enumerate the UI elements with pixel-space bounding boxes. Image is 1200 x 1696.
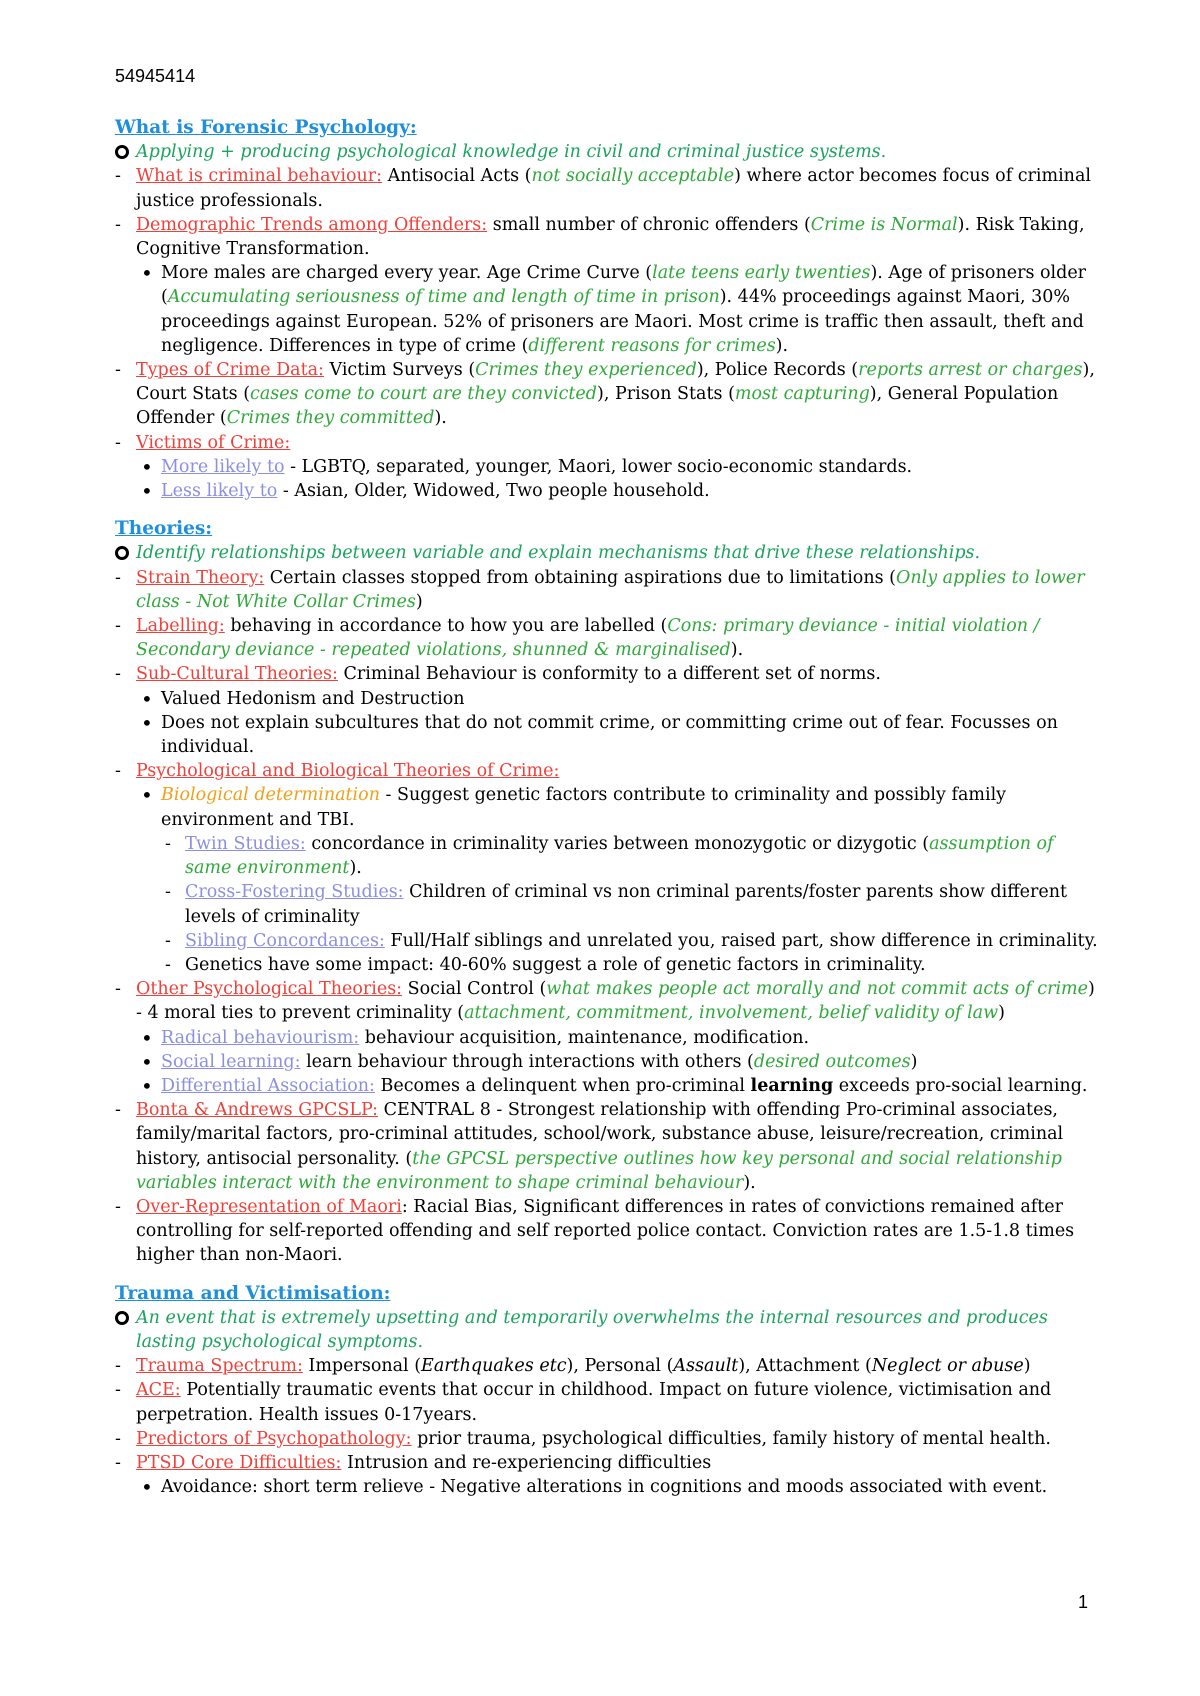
dash-bullet-icon: - — [115, 567, 121, 588]
section — [115, 517, 1100, 1267]
section-heading: Theories: — [115, 518, 213, 540]
body-text: Becomes a delinquent when pro-criminal — [374, 1075, 751, 1096]
subtopic-label: Cross-Fostering Studies: — [185, 882, 404, 903]
topic-label: What is criminal behaviour: — [136, 166, 383, 187]
body-text: learn behaviour through interactions with others ( — [300, 1051, 754, 1072]
list-item — [115, 687, 1100, 711]
topic-label: Other Psychological Theories: — [136, 979, 403, 1000]
body-text: Children of criminal vs non criminal parents/foster parents show different levels of criminality — [185, 882, 1068, 927]
note-text: not socially acceptable — [531, 166, 735, 187]
list-item — [115, 977, 1100, 1025]
dash-bullet-icon: - — [115, 616, 121, 637]
note-text: assumption of same environment — [185, 833, 1054, 879]
dash-bullet-icon: - — [115, 1100, 121, 1121]
definition-text: Identify relationships between variable and explain mechanisms that drive these relationships. — [136, 543, 981, 564]
subtopic-label: Sibling Concordances: — [185, 930, 385, 951]
body-text: Does not explain subcultures that do not commit crime, or committing crime out of fear. Focusses on individual. — [161, 712, 1058, 758]
list-item — [115, 1451, 1100, 1475]
body-text: ) — [415, 591, 423, 612]
body-text: ). — [743, 1172, 756, 1193]
list-item — [115, 1026, 1100, 1050]
note-text: Cons: primary deviance - initial violation / Secondary deviance - repeated violations, shunned & marginalised — [136, 616, 1040, 661]
list-item — [115, 164, 1100, 212]
note-text: Crimes they committed — [226, 408, 435, 429]
body-text: ), Police Records ( — [696, 360, 859, 381]
note-text: Crime is Normal — [810, 214, 958, 235]
dash-bullet-icon: - — [115, 1452, 121, 1473]
definition-text: An event that is extremely upsetting and temporarily overwhelms the internal resources and produces lasting psychological symptoms. — [136, 1307, 1048, 1352]
bullet-icon: • — [141, 479, 153, 504]
note-text: Crimes they experienced — [475, 360, 697, 381]
body-text: Neglect or abuse — [871, 1356, 1024, 1377]
note-text: the GPCSL perspective outlines how key personal and social relationship variables interact with the environment to shape criminal behaviour — [136, 1148, 1062, 1193]
topic-label: PTSD Core Difficulties: — [136, 1452, 342, 1473]
body-text: concordance in criminality varies between monozygotic or dizygotic ( — [305, 833, 930, 854]
body-text: Victim Surveys ( — [323, 360, 476, 381]
note-text: what makes people act morally and not commit acts of crime — [546, 979, 1088, 1000]
list-item — [115, 1050, 1100, 1074]
dash-bullet-icon: - — [115, 214, 121, 235]
subtopic-label: Twin Studies: — [185, 833, 306, 854]
topic-label: ACE: — [136, 1380, 181, 1401]
topic-label: Psychological and Biological Theories of Crime: — [136, 761, 560, 782]
body-text: ), Court Stats ( — [136, 360, 1095, 405]
body-text: ) — [910, 1051, 918, 1072]
dash-bullet-icon: - — [115, 664, 121, 685]
subtopic-label: More likely to — [161, 456, 285, 477]
dash-bullet-icon: - — [115, 1196, 121, 1217]
dash-bullet-icon: - — [115, 761, 121, 782]
topic-label: Bonta & Andrews GPCSLP: — [136, 1100, 378, 1121]
bullet-icon: • — [141, 1049, 153, 1074]
body-text: Criminal Behaviour is conformity to a different set of norms. — [337, 664, 881, 685]
body-text: Antisocial Acts ( — [382, 166, 532, 187]
body-text: ) - 4 moral ties to prevent criminality ( — [136, 979, 1095, 1024]
page-number: 1 — [1077, 1592, 1088, 1612]
body-text: - Suggest genetic factors contribute to criminality and possibly family environment and TBI. — [161, 785, 1007, 830]
bullet-icon: • — [141, 710, 153, 735]
body-text: CENTRAL 8 - Strongest relationship with offending Pro-criminal associates, family/marital factors, pro-criminal attitudes, school/work, substance abuse, leisure/recreation, criminal history, antisocial personality. ( — [136, 1100, 1064, 1169]
subtopic-label: Differential Association: — [161, 1075, 375, 1096]
dash-bullet-icon: - — [115, 360, 121, 381]
note-text: attachment, commitment, involvement, belief validity of law — [464, 1003, 999, 1024]
list-item — [115, 1378, 1100, 1426]
circle-bullet-icon — [115, 1311, 129, 1325]
list-item — [115, 929, 1100, 953]
section-definition — [115, 541, 1100, 565]
section-definition — [115, 140, 1100, 164]
body-text: prior trauma, psychological difficulties, family history of mental health. — [411, 1428, 1051, 1449]
note-text: Accumulating seriousness of time and length of time in prison — [167, 287, 720, 308]
body-text: Full/Half siblings and unrelated you, raised part, show difference in criminality. — [384, 930, 1098, 951]
list-item — [115, 1354, 1100, 1378]
body-text: More males are charged every year. Age Crime Curve ( — [161, 263, 653, 284]
bullet-icon: • — [141, 783, 153, 808]
body-text: ). 44% proceedings against Maori, 30% proceedings against European. 52% of prisoners are Maori. Most crime is traffic then assault, theft and negligence. Differences in type of crime ( — [161, 287, 1084, 356]
list-item — [115, 431, 1100, 455]
body-text: Biological determination — [161, 785, 380, 806]
body-text: behaving in accordance to how you are labelled ( — [224, 616, 668, 637]
circle-bullet-icon — [115, 546, 129, 560]
body-text: ), Personal ( — [566, 1356, 674, 1377]
section-definition — [115, 1306, 1100, 1354]
dash-bullet-icon: - — [165, 833, 171, 854]
body-text: - LGBTQ, separated, younger, Maori, lower socio-economic standards. — [284, 456, 913, 477]
body-text: ). Risk Taking, Cognitive Transformation. — [136, 214, 1085, 260]
body-text: Social Control ( — [402, 979, 547, 1000]
list-item — [115, 880, 1100, 928]
body-text: Potentially traumatic events that occur in childhood. Impact on future violence, victimisation and perpetration. Health issues 0-17years. — [136, 1380, 1052, 1425]
body-text: Earthquakes etc — [421, 1356, 567, 1377]
body-text: ), Prison Stats ( — [597, 384, 735, 405]
body-text: Intrusion and re-experiencing difficulties — [341, 1452, 712, 1473]
topic-label: Predictors of Psychopathology: — [136, 1428, 412, 1449]
list-item — [115, 1427, 1100, 1451]
list-item — [115, 1098, 1100, 1195]
note-text: late teens early twenties — [652, 263, 871, 284]
dash-bullet-icon: - — [165, 930, 171, 951]
list-item — [115, 614, 1100, 662]
list-item — [115, 711, 1100, 759]
list-item — [115, 1195, 1100, 1268]
list-item — [115, 1074, 1100, 1098]
body-text: Valued Hedonism and Destruction — [161, 688, 465, 709]
subtopic-label: Less likely to — [161, 481, 278, 502]
notes-page — [115, 106, 1100, 1513]
section — [115, 116, 1100, 503]
body-text: ). Age of prisoners older ( — [161, 263, 1087, 308]
body-text: ) — [1023, 1356, 1031, 1377]
bullet-icon: • — [141, 1025, 153, 1050]
body-text: exceeds pro-social learning. — [833, 1075, 1088, 1096]
topic-label: Over-Representation of Maori — [136, 1196, 402, 1217]
body-text: Genetics have some impact: 40-60% suggest a role of genetic factors in criminality. — [185, 954, 926, 975]
topic-label: Trauma Spectrum: — [136, 1356, 303, 1377]
body-text: ). — [349, 858, 362, 879]
topic-label: Labelling: — [136, 616, 225, 637]
list-item — [115, 455, 1100, 479]
circle-bullet-icon — [115, 145, 129, 159]
body-text: learning — [750, 1075, 834, 1096]
list-item — [115, 566, 1100, 614]
section-heading: What is Forensic Psychology: — [115, 117, 417, 138]
dash-bullet-icon: - — [115, 979, 121, 1000]
body-text: - Asian, Older, Widowed, Two people household. — [277, 481, 710, 502]
document-id: 54945414 — [115, 66, 196, 86]
note-text: desired outcomes — [753, 1051, 911, 1072]
body-text: Assault — [673, 1356, 739, 1377]
topic-label: Victims of Crime: — [136, 432, 291, 453]
note-text: Only applies to lower class - Not White Collar Crimes — [136, 567, 1085, 612]
list-item — [115, 479, 1100, 503]
body-text: : Racial Bias, Significant differences in rates of convictions remained after controlling for self-reported offending and self reported police contact. Conviction rates are 1.5-1.8 times higher than non-Maori. — [136, 1196, 1075, 1266]
list-item — [115, 832, 1100, 880]
dash-bullet-icon: - — [115, 432, 121, 453]
dash-bullet-icon: - — [115, 1428, 121, 1449]
definition-text: Applying + producing psychological knowledge in civil and criminal justice systems. — [136, 142, 887, 163]
bullet-icon: • — [141, 261, 153, 286]
body-text: ). — [775, 335, 789, 356]
dash-bullet-icon: - — [165, 954, 171, 975]
list-item — [115, 759, 1100, 783]
note-text: different reasons for crimes — [528, 335, 776, 356]
topic-label: Demographic Trends among Offenders: — [136, 214, 488, 235]
body-text: ) where actor becomes focus of criminal justice professionals. — [136, 166, 1091, 211]
note-text: most capturing — [734, 384, 870, 405]
body-text: ) — [998, 1003, 1005, 1024]
list-item — [115, 213, 1100, 261]
topic-label: Strain Theory: — [136, 567, 265, 588]
list-item — [115, 953, 1100, 977]
note-text: reports arrest or charges — [858, 360, 1083, 381]
body-text: Certain classes stopped from obtaining aspirations due to limitations ( — [264, 567, 896, 588]
body-text: small number of chronic offenders ( — [487, 214, 811, 235]
dash-bullet-icon: - — [165, 882, 171, 903]
section-heading: Trauma and Victimisation: — [115, 1282, 391, 1304]
list-item — [115, 783, 1100, 831]
note-text: cases come to court are they convicted — [250, 384, 597, 405]
list-item — [115, 662, 1100, 686]
bullet-icon: • — [141, 1073, 153, 1098]
dash-bullet-icon: - — [115, 1356, 121, 1377]
body-text: Avoidance: short term relieve - Negative alterations in cognitions and moods associated with event. — [161, 1477, 1048, 1498]
body-text: behaviour acquisition, maintenance, modification. — [359, 1027, 810, 1048]
body-text: Impersonal ( — [302, 1356, 422, 1377]
body-text: ), General Population Offender ( — [136, 384, 1059, 429]
section — [115, 1282, 1100, 1500]
bullet-icon: • — [141, 686, 153, 711]
dash-bullet-icon: - — [115, 1380, 121, 1401]
bullet-icon: • — [141, 454, 153, 479]
topic-label: Sub-Cultural Theories: — [136, 664, 338, 685]
dash-bullet-icon: - — [115, 166, 121, 187]
list-item — [115, 1475, 1100, 1499]
subtopic-label: Social learning: — [161, 1051, 301, 1072]
subtopic-label: Radical behaviourism: — [161, 1027, 360, 1048]
list-item — [115, 261, 1100, 358]
body-text: ). — [730, 640, 744, 661]
body-text: ), Attachment ( — [738, 1356, 872, 1377]
body-text: ). — [434, 408, 447, 429]
topic-label: Types of Crime Data: — [136, 360, 324, 381]
bullet-icon: • — [141, 1475, 153, 1500]
list-item — [115, 358, 1100, 431]
